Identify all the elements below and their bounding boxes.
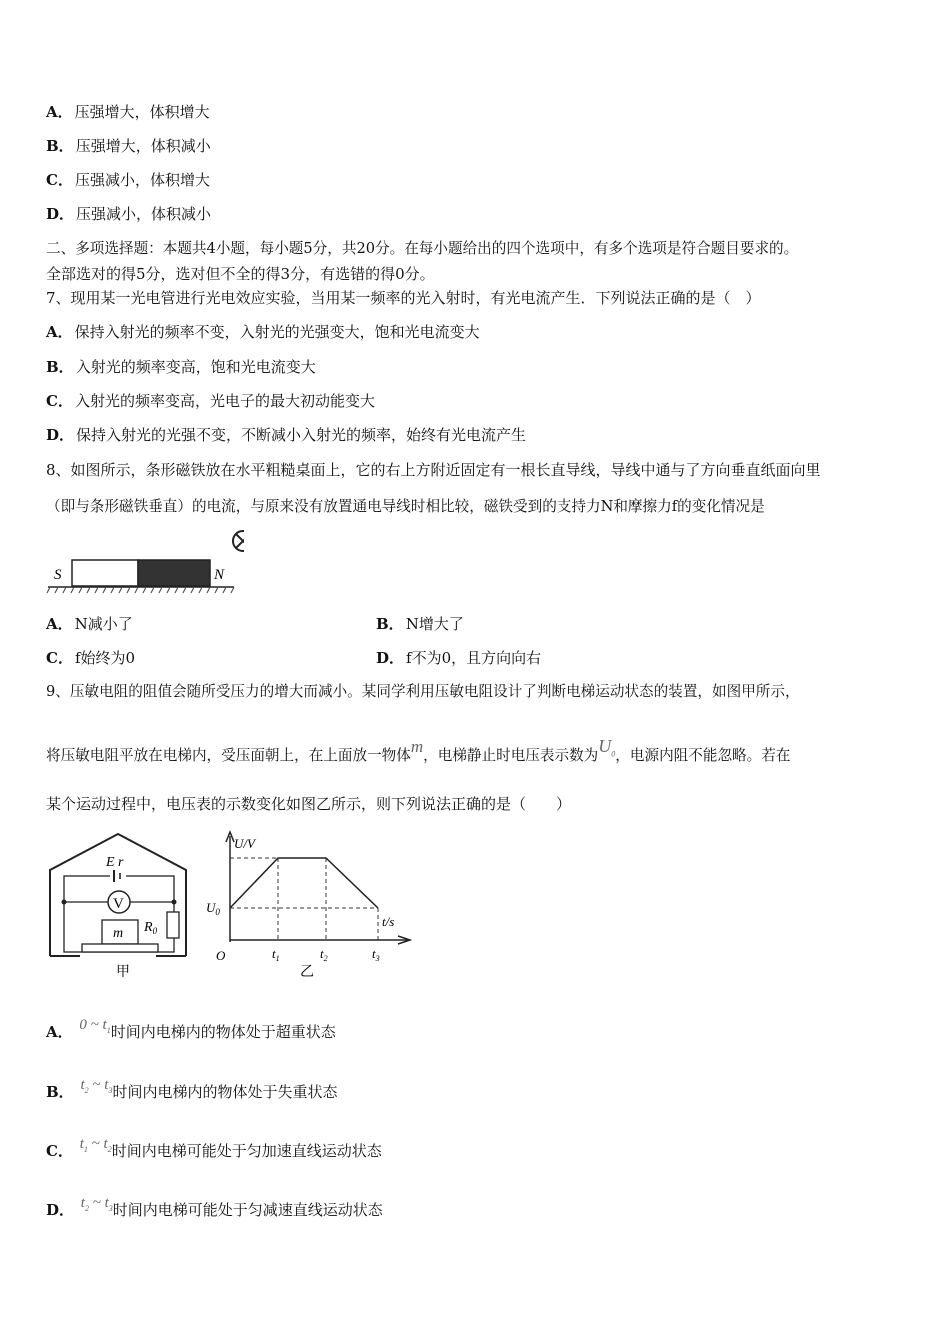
resistor-r0 xyxy=(167,912,179,938)
option-text: 保持入射光的频率不变，入射光的光强变大，饱和光电流变大 xyxy=(74,323,480,341)
y-axis-label: U/V xyxy=(234,836,255,851)
option-letter: C． xyxy=(46,1142,73,1160)
u0-symbol xyxy=(598,736,616,759)
t2-label: $t_2$ xyxy=(320,946,328,963)
option-text: 压强增大，体积减小 xyxy=(75,137,211,155)
stem-text: ，电梯静止时电压表示数为 xyxy=(423,747,599,764)
pressure-sensor xyxy=(82,944,158,952)
math-text: ~ t xyxy=(88,1195,109,1211)
math-text: t xyxy=(79,1136,84,1152)
q7-option-b[interactable] xyxy=(46,357,316,377)
battery-label: E r xyxy=(106,855,124,870)
q9-option-d[interactable] xyxy=(46,1195,383,1227)
math-sub: 1 xyxy=(106,1026,111,1035)
q9-option-b[interactable] xyxy=(46,1077,338,1109)
math-sub: 2 xyxy=(84,1086,89,1095)
q6-option-b[interactable] xyxy=(46,136,211,156)
section2-header-line2: 全部选对的得5分，选对但不全的得3分，有选错的得0分。 xyxy=(46,265,435,283)
q6-option-a[interactable] xyxy=(46,102,210,122)
option-letter: B． xyxy=(46,1083,74,1101)
time-interval xyxy=(80,1077,112,1093)
voltage-curve xyxy=(230,858,378,908)
mass-symbol: m xyxy=(410,737,424,756)
q8-option-b[interactable] xyxy=(376,614,464,634)
q6-option-d[interactable] xyxy=(46,204,211,224)
magnet-s-label: S xyxy=(54,567,62,583)
magnet-s-half xyxy=(72,560,138,586)
option-text: N减小了 xyxy=(74,615,133,633)
t3-label: $t_3$ xyxy=(372,946,380,963)
option-letter: A． xyxy=(46,615,73,633)
option-letter: C． xyxy=(46,392,73,410)
time-interval xyxy=(80,1136,112,1152)
q8-option-a[interactable] xyxy=(46,614,133,634)
math-sub: 2 xyxy=(107,1145,112,1154)
q7-option-a[interactable] xyxy=(46,322,480,342)
stem-text: 将压敏电阻平放在电梯内，受压面朝上，在上面放一物体 xyxy=(46,747,411,764)
math-text: t xyxy=(80,1077,85,1093)
math-text: ~ t xyxy=(87,1136,108,1152)
math-text: t xyxy=(80,1195,85,1211)
voltmeter-label: V xyxy=(113,896,124,912)
resistor-label: $R_0$ xyxy=(144,920,158,936)
math-sub: 2 xyxy=(84,1204,89,1213)
u-letter: U xyxy=(598,736,612,756)
option-letter: B． xyxy=(46,137,74,155)
option-text: 入射光的频率变高，光电子的最大初动能变大 xyxy=(74,392,375,410)
math-sub: 3 xyxy=(108,1204,113,1213)
option-text: 保持入射光的光强不变，不断减小入射光的频率，始终有光电流产生 xyxy=(76,426,527,444)
option-text: 时间内电梯内的物体处于失重状态 xyxy=(112,1083,338,1101)
option-text: 压强减小，体积增大 xyxy=(74,171,210,189)
option-letter: A． xyxy=(46,103,73,121)
u0-label: $U_0$ xyxy=(206,900,220,917)
option-text: 时间内电梯可能处于匀加速直线运动状态 xyxy=(111,1142,382,1160)
stem-text: ，电源内阻不能忽略。若在 xyxy=(615,747,791,764)
q8-option-d[interactable] xyxy=(376,648,541,668)
time-interval xyxy=(81,1195,113,1211)
q9-circuit-figure xyxy=(46,830,196,980)
section2-header-line1: 二、多项选择题：本题共4小题，每小题5分，共20分。在每小题给出的四个选项中，有多个选项是符合题目要求的。 xyxy=(46,240,799,257)
q8-stem-line2: （即与条形磁铁垂直）的电流，与原来没有放置通电导线时相比较，磁铁受到的支持力N和摩擦力f的变化情况是 xyxy=(46,498,765,515)
option-text: N增大了 xyxy=(405,615,464,633)
option-letter: C． xyxy=(46,649,73,667)
q9-option-a[interactable] xyxy=(46,1017,336,1049)
q9-stem-line1: 9、压敏电阻的阻值会随所受压力的增大而减小。某同学利用压敏电阻设计了判断电梯运动状态的装置，如图甲所示， xyxy=(46,683,800,700)
q7-stem: 7、现用某一光电管进行光电效应实验，当用某一频率的光入射时，有光电流产生．下列说法正确的是（ ） xyxy=(46,289,761,307)
q8-stem-line1: 8、如图所示，条形磁铁放在水平粗糙桌面上，它的右上方附近固定有一根长直导线，导线中通与了方向垂直纸面向里 xyxy=(46,461,821,479)
figure-jia-caption: 甲 xyxy=(116,965,130,980)
option-letter: D． xyxy=(46,205,75,223)
math-text: ~ t xyxy=(88,1077,109,1093)
option-text: 压强减小，体积减小 xyxy=(76,205,212,223)
mass-label: m xyxy=(113,926,124,941)
origin-label: O xyxy=(216,948,226,963)
q6-option-c[interactable] xyxy=(46,170,210,190)
option-text: 压强增大，体积增大 xyxy=(74,103,210,121)
option-letter: D． xyxy=(46,1201,75,1219)
u-subscript: 0 xyxy=(611,749,616,759)
magnet-n-label: N xyxy=(214,567,225,583)
q9-stem-line2 xyxy=(46,736,791,773)
figure-yi-caption: 乙 xyxy=(300,965,314,980)
option-text: 时间内电梯内的物体处于超重状态 xyxy=(110,1023,336,1041)
option-letter: A． xyxy=(46,323,73,341)
q9-stem-line3: 某个运动过程中，电压表的示数变化如图乙所示，则下列说法正确的是（ ） xyxy=(46,795,572,813)
q9-voltage-graph xyxy=(202,830,417,980)
option-letter: B． xyxy=(46,358,74,376)
table-surface xyxy=(47,587,234,593)
time-interval xyxy=(79,1017,110,1033)
option-text: f不为0，且方向向右 xyxy=(406,649,542,667)
math-text: 0 ~ t xyxy=(79,1017,107,1033)
option-letter: A． xyxy=(46,1023,73,1041)
q9-option-c[interactable] xyxy=(46,1136,382,1168)
math-sub: 3 xyxy=(108,1086,113,1095)
t1-label: $t_1$ xyxy=(272,946,280,963)
option-text: 时间内电梯可能处于匀减速直线运动状态 xyxy=(112,1201,383,1219)
math-sub: 1 xyxy=(83,1145,88,1154)
q8-magnet-figure xyxy=(44,526,244,598)
magnet-n-half xyxy=(138,560,210,586)
option-letter: C． xyxy=(46,171,73,189)
option-letter: D． xyxy=(376,649,405,667)
q7-option-d[interactable] xyxy=(46,425,526,445)
option-letter: D． xyxy=(46,426,75,444)
x-axis-label: t/s xyxy=(382,914,395,929)
option-letter: B． xyxy=(376,615,404,633)
q7-option-c[interactable] xyxy=(46,391,375,411)
option-text: 入射光的频率变高，饱和光电流变大 xyxy=(75,358,316,376)
q8-option-c[interactable] xyxy=(46,648,135,668)
option-text: f始终为0 xyxy=(74,649,136,667)
